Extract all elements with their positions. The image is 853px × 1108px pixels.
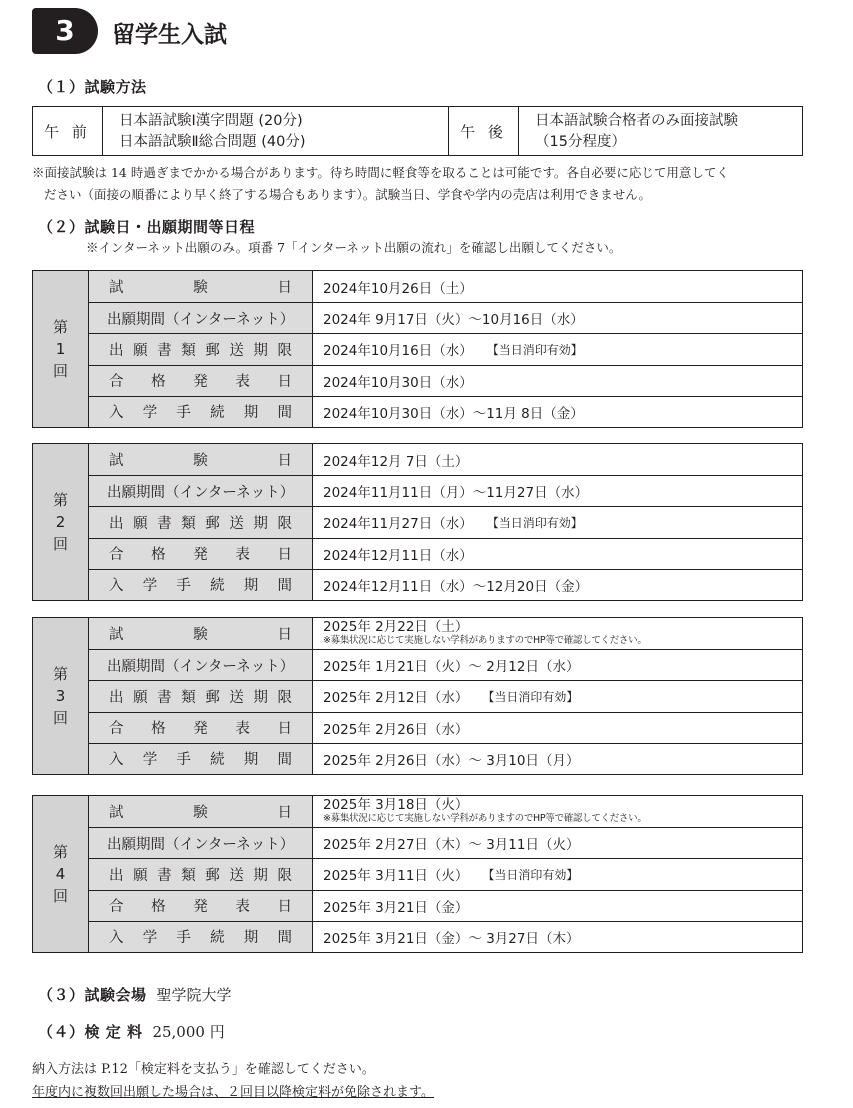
round-label-char: 回 xyxy=(52,362,68,380)
exam-date-note: ※募集状況に応じて実施しない学科がありますのでHP等で確認してください。 xyxy=(323,634,647,646)
row-key-char: 送 xyxy=(229,342,244,359)
schedule-note: ※インターネット出願のみ。項番 7「インターネット出願の流れ」を確認し出願してください。 xyxy=(86,240,622,255)
row-key-char: 出 xyxy=(109,515,124,532)
section-number: 3 xyxy=(32,8,98,54)
row-key-char: 類 xyxy=(181,689,196,706)
row-key-char: 続 xyxy=(210,405,225,422)
schedule-row-mailing xyxy=(89,858,802,889)
row-key-char: 書 xyxy=(157,515,172,532)
row-value-text: 2025年 3月21日（金）～ 3月27日（木） xyxy=(323,930,580,947)
row-key-char: 間 xyxy=(277,578,292,595)
round-label-char: 3 xyxy=(55,687,66,705)
row-value xyxy=(323,397,796,427)
row-key-char: 類 xyxy=(181,342,196,359)
round-label xyxy=(33,796,89,952)
row-key-char: 日 xyxy=(277,627,292,644)
round-label xyxy=(33,618,89,774)
fee-section xyxy=(38,1021,225,1042)
row-key-char: 試 xyxy=(109,627,124,644)
schedule-row-application xyxy=(89,649,802,680)
pm-items xyxy=(535,107,795,155)
am-label: 午 前 xyxy=(33,107,103,155)
row-key-char: 送 xyxy=(229,515,244,532)
row-key-char: 願 xyxy=(133,867,148,884)
schedule-row-mailing xyxy=(89,333,802,364)
row-key-char: 合 xyxy=(109,547,124,564)
row-key-char: 験 xyxy=(193,280,208,297)
row-key-char: 格 xyxy=(151,547,166,564)
row-key-char: 格 xyxy=(151,899,166,916)
row-key-char: 続 xyxy=(210,930,225,947)
row-key-char: 期 xyxy=(253,867,268,884)
row-key: 出願期間（インターネット） xyxy=(89,303,313,333)
row-key-char: 表 xyxy=(235,899,250,916)
schedule-row-application xyxy=(89,475,802,506)
row-key-char: 限 xyxy=(277,515,292,532)
row-key-char: 格 xyxy=(151,721,166,738)
row-key-char: 期 xyxy=(253,689,268,706)
schedule-row-announcement xyxy=(89,712,802,743)
row-key-char: 日 xyxy=(277,374,292,391)
row-key-char: 手 xyxy=(176,752,191,769)
row-value xyxy=(323,507,796,537)
row-value xyxy=(323,796,796,827)
round-label-char: 第 xyxy=(52,665,68,683)
row-key-char: 期 xyxy=(243,930,259,947)
row-key-char: 試 xyxy=(109,280,124,297)
row-key-char: 間 xyxy=(277,752,292,769)
row-value xyxy=(323,922,796,952)
schedule-row-exam-date xyxy=(89,271,802,302)
row-key-char: 限 xyxy=(277,867,292,884)
round-block xyxy=(32,795,803,953)
row-key-char: 日 xyxy=(277,280,292,297)
pm-item: 日本語試験合格者のみ面接試験 xyxy=(535,113,738,129)
row-key xyxy=(89,397,313,427)
row-key: 出願期間（インターネット） xyxy=(89,476,313,506)
schedule-row-enrollment xyxy=(89,569,802,600)
row-key-char: 送 xyxy=(229,689,244,706)
row-key-char: 願 xyxy=(133,689,148,706)
method-note-line2: ださい（面接の順番により早く終了する場合もあります）。試験当日、学食や学内の売店は利用できません。 xyxy=(44,187,652,202)
row-key-char: 発 xyxy=(193,547,208,564)
schedule-row-mailing xyxy=(89,506,802,537)
postmark-tag: 【当日消印有効】 xyxy=(486,515,583,530)
row-key-char: 日 xyxy=(277,805,292,822)
fee-heading: （４）検 定 料 xyxy=(38,1023,143,1041)
row-value xyxy=(323,828,796,858)
round-label-char: 回 xyxy=(52,535,68,553)
row-value-text: 2025年 3月21日（金） xyxy=(323,899,469,916)
row-value xyxy=(323,891,796,921)
round-block xyxy=(32,443,803,601)
round-label-char: 回 xyxy=(52,887,68,905)
method-note xyxy=(32,162,806,206)
schedule-row-announcement xyxy=(89,538,802,569)
row-key xyxy=(89,539,313,569)
row-key-char: 日 xyxy=(277,721,292,738)
am-item: 日本語試験Ⅱ総合問題 (40分) xyxy=(119,134,306,150)
row-key-char: 間 xyxy=(277,930,292,947)
row-key xyxy=(89,796,313,827)
row-value-text: 2025年 2月12日（水） xyxy=(323,690,469,707)
row-key-char: 郵 xyxy=(205,867,220,884)
row-key-char: 験 xyxy=(193,453,208,470)
row-value xyxy=(323,570,796,600)
row-value-text: 2024年12月 7日（土） xyxy=(323,453,469,470)
row-key xyxy=(89,681,313,711)
venue-section xyxy=(38,984,232,1005)
row-key-char: 入 xyxy=(109,752,124,769)
row-key-char: 郵 xyxy=(205,689,220,706)
row-value-text: 2025年 3月18日（火） xyxy=(323,796,469,813)
row-key xyxy=(89,713,313,743)
postmark-tag: 【当日消印有効】 xyxy=(482,689,579,704)
row-value-text: 2024年12月11日（水） xyxy=(323,547,473,564)
fee-note-exemption: 年度内に複数回出願した場合は、２回目以降検定料が免除されます。 xyxy=(32,1085,434,1100)
row-value xyxy=(323,713,796,743)
schedule-row-application xyxy=(89,302,802,333)
row-key xyxy=(89,891,313,921)
method-table xyxy=(32,106,803,156)
row-key-char: 手 xyxy=(176,578,191,595)
row-key-char: 日 xyxy=(277,899,292,916)
row-value xyxy=(323,859,796,889)
row-key-char: 発 xyxy=(193,721,208,738)
row-key-char: 間 xyxy=(277,405,292,422)
row-key-char: 表 xyxy=(235,547,250,564)
round-label xyxy=(33,444,89,600)
row-key-char: 郵 xyxy=(205,342,220,359)
round-label-char: 第 xyxy=(52,491,68,509)
venue-heading: （３）試験会場 xyxy=(38,986,147,1004)
row-key xyxy=(89,366,313,396)
schedule-row-exam-date xyxy=(89,796,802,827)
row-key-char: 期 xyxy=(243,405,259,422)
schedule-row-exam-date xyxy=(89,444,802,475)
row-key-char: 期 xyxy=(253,342,268,359)
round-label-char: 1 xyxy=(55,340,66,358)
row-value-text: 2025年 3月11日（火） xyxy=(323,868,469,885)
row-key-char: 学 xyxy=(142,752,158,769)
row-key-char: 限 xyxy=(277,689,292,706)
row-key xyxy=(89,618,313,649)
row-key-char: 学 xyxy=(142,578,158,595)
row-key-char: 期 xyxy=(243,578,259,595)
row-value-text: 2025年 2月22日（土） xyxy=(323,618,469,635)
row-key-char: 験 xyxy=(193,627,208,644)
round-label-char: 4 xyxy=(55,865,66,883)
row-key xyxy=(89,570,313,600)
row-value xyxy=(323,303,796,333)
schedule-row-enrollment xyxy=(89,396,802,427)
row-key-char: 続 xyxy=(210,578,225,595)
row-key-char: 発 xyxy=(193,899,208,916)
row-key-char: 出 xyxy=(109,867,124,884)
method-note-line1: ※面接試験は 14 時過ぎまでかかる場合があります。待ち時間に軽食等を取ることは可能です。各自必要に応じて用意してく xyxy=(32,165,729,180)
row-key-char: 類 xyxy=(181,867,196,884)
venue-value: 聖学院大学 xyxy=(156,986,232,1004)
row-value xyxy=(323,334,796,364)
row-key-char: 日 xyxy=(277,547,292,564)
row-value-text: 2024年10月30日（水） xyxy=(323,374,473,391)
fee-value: 25,000 円 xyxy=(152,1023,225,1041)
row-key-char: 書 xyxy=(157,342,172,359)
row-value-text: 2024年10月26日（土） xyxy=(323,280,473,297)
row-key xyxy=(89,507,313,537)
row-value-text: 2025年 2月26日（水）～ 3月10日（月） xyxy=(323,752,580,769)
row-value-text: 2024年11月27日（水） xyxy=(323,516,473,533)
row-value-text: 2025年 2月26日（水） xyxy=(323,721,469,738)
row-value-text: 2024年10月30日（水）～11月 8日（金） xyxy=(323,405,584,422)
row-key-char: 試 xyxy=(109,453,124,470)
row-key-char: 出 xyxy=(109,689,124,706)
round-label-char: 第 xyxy=(52,318,68,336)
row-key-char: 験 xyxy=(193,805,208,822)
row-value-text: 2024年11月11日（月）～11月27日（水） xyxy=(323,485,589,502)
row-key xyxy=(89,334,313,364)
row-key-char: 出 xyxy=(109,342,124,359)
schedule-row-application xyxy=(89,827,802,858)
row-value xyxy=(323,539,796,569)
am-item: 日本語試験Ⅰ漢字問題 (20分) xyxy=(119,113,303,129)
row-value xyxy=(323,271,796,302)
schedule-row-announcement xyxy=(89,365,802,396)
schedule-row-enrollment xyxy=(89,743,802,774)
row-value-text: 2025年 1月21日（火）～ 2月12日（水） xyxy=(323,659,580,676)
row-key xyxy=(89,922,313,952)
row-key-char: 入 xyxy=(109,578,124,595)
row-key-char: 日 xyxy=(277,453,292,470)
row-key xyxy=(89,859,313,889)
row-value-text: 2024年12月11日（水）～12月20日（金） xyxy=(323,578,589,595)
row-key xyxy=(89,271,313,302)
schedule-heading: （２）試験日・出願期間等日程 xyxy=(38,218,256,236)
row-value xyxy=(323,650,796,680)
row-key-char: 表 xyxy=(235,374,250,391)
round-label-char: 2 xyxy=(55,513,66,531)
fee-note-payment: 納入方法は P.12「検定料を支払う」を確認してください。 xyxy=(32,1062,375,1077)
row-key-char: 試 xyxy=(109,805,124,822)
row-key-char: 続 xyxy=(210,752,225,769)
exam-date-note: ※募集状況に応じて実施しない学科がありますのでHP等で確認してください。 xyxy=(323,812,647,824)
row-value-text: 2024年 9月17日（火）～10月16日（水） xyxy=(323,312,584,329)
row-key-char: 入 xyxy=(109,930,124,947)
schedule-row-exam-date xyxy=(89,618,802,649)
row-key-char: 期 xyxy=(253,515,268,532)
row-key-char: 合 xyxy=(109,899,124,916)
row-key-char: 書 xyxy=(157,867,172,884)
round-label-char: 回 xyxy=(52,709,68,727)
row-key-char: 送 xyxy=(229,867,244,884)
row-value xyxy=(323,366,796,396)
row-value-text: 2025年 2月27日（木）～ 3月11日（火） xyxy=(323,837,580,854)
schedule-row-enrollment xyxy=(89,921,802,952)
round-block xyxy=(32,270,803,428)
row-key-char: 願 xyxy=(133,342,148,359)
row-key: 出願期間（インターネット） xyxy=(89,650,313,680)
row-value xyxy=(323,444,796,475)
method-heading: （１）試験方法 xyxy=(38,78,147,96)
row-key xyxy=(89,444,313,475)
row-key-char: 手 xyxy=(176,405,191,422)
row-key-char: 格 xyxy=(151,374,166,391)
row-key-char: 発 xyxy=(193,374,208,391)
pm-item: （15分程度） xyxy=(535,134,626,150)
pm-label: 午 後 xyxy=(449,107,519,155)
row-key: 出願期間（インターネット） xyxy=(89,828,313,858)
schedule-row-announcement xyxy=(89,890,802,921)
postmark-tag: 【当日消印有効】 xyxy=(486,342,583,357)
schedule-row-mailing xyxy=(89,680,802,711)
row-key-char: 合 xyxy=(109,721,124,738)
row-key-char: 期 xyxy=(243,752,259,769)
round-block xyxy=(32,617,803,775)
postmark-tag: 【当日消印有効】 xyxy=(482,867,579,882)
row-key-char: 表 xyxy=(235,721,250,738)
am-items xyxy=(119,107,449,155)
row-value xyxy=(323,681,796,711)
row-key-char: 願 xyxy=(133,515,148,532)
row-key xyxy=(89,744,313,774)
row-value-text: 2024年10月16日（水） xyxy=(323,343,473,360)
row-key-char: 郵 xyxy=(205,515,220,532)
row-key-char: 書 xyxy=(157,689,172,706)
row-key-char: 入 xyxy=(109,405,124,422)
row-key-char: 限 xyxy=(277,342,292,359)
row-key-char: 学 xyxy=(142,405,158,422)
row-value xyxy=(323,744,796,774)
row-key-char: 合 xyxy=(109,374,124,391)
section-title: 留学生入試 xyxy=(112,22,227,48)
row-value xyxy=(323,476,796,506)
round-label xyxy=(33,271,89,427)
row-key-char: 学 xyxy=(142,930,158,947)
round-label-char: 第 xyxy=(52,843,68,861)
row-value xyxy=(323,618,796,649)
row-key-char: 類 xyxy=(181,515,196,532)
row-key-char: 手 xyxy=(176,930,191,947)
